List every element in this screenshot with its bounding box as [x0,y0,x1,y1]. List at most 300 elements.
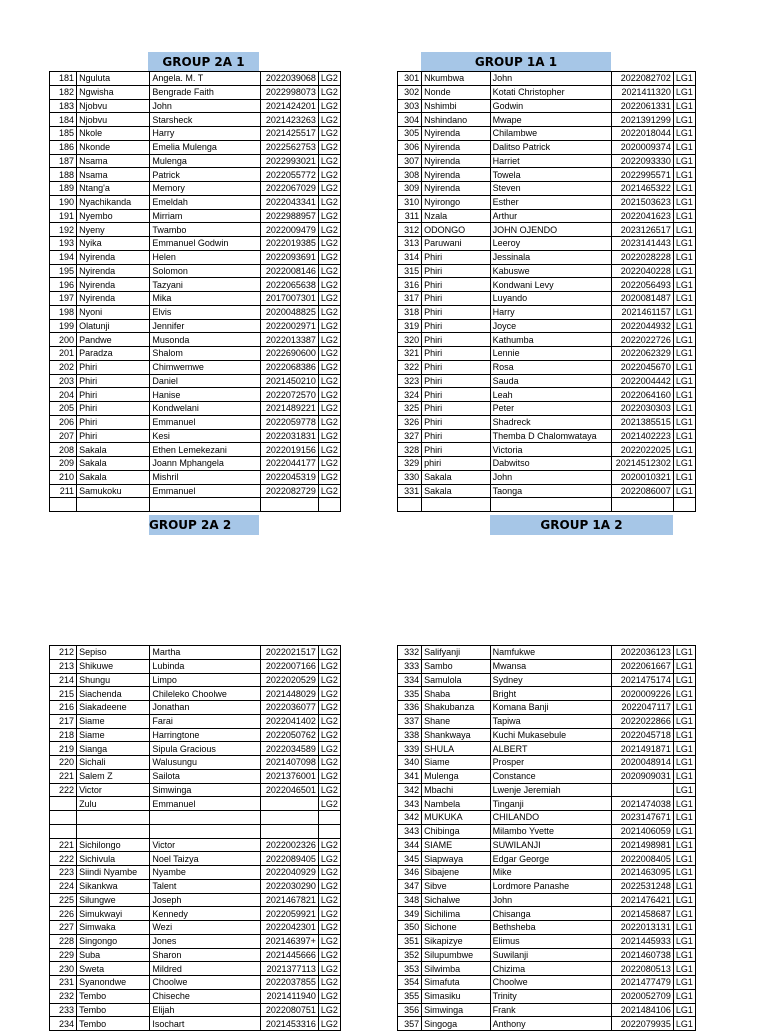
id-number-cell: 2022019385 [260,237,318,251]
group-code-cell: LG2 [318,457,340,471]
table-row [398,305,696,319]
id-number-cell: 2021489221 [260,402,318,416]
surname-cell: Samukoku [77,484,150,498]
surname-cell: Phiri [77,402,150,416]
table-group-1a-2 [397,645,696,1031]
header-group-1a-1: GROUP 1A 1 [421,52,611,72]
row-number-cell: 316 [398,278,422,292]
surname-cell: Chibinga [422,824,490,838]
id-number-cell: 2021423263 [260,113,318,127]
group-code-cell: LG2 [318,989,340,1003]
table-row [398,728,696,742]
row-number-cell: 338 [398,728,422,742]
group-code-cell: LG1 [673,811,695,825]
first-name-cell: Kathumba [490,333,612,347]
table-row [398,264,696,278]
id-number-cell: 2022093330 [612,154,673,168]
row-number-cell: 195 [50,264,77,278]
surname-cell: Olatunji [77,319,150,333]
first-name-cell: Helen [150,250,260,264]
id-number-cell: 2022039068 [260,72,318,86]
id-number-cell: 2022061667 [612,659,673,673]
first-name-cell: Leah [490,388,612,402]
first-name-cell: Limpo [150,673,260,687]
group-code-cell: LG1 [673,195,695,209]
surname-cell: Siame [77,714,150,728]
id-number-cell: 2022065638 [260,278,318,292]
first-name-cell: Harringtone [150,728,260,742]
id-number-cell: 2021377113 [260,962,318,976]
id-number-cell: 2021498981 [612,838,673,852]
first-name-cell: Bright [490,687,612,701]
group-code-cell: LG1 [673,319,695,333]
id-number-cell: 2021484106 [612,1003,673,1017]
surname-cell: Siame [422,756,490,770]
surname-cell: Ntang'a [77,182,150,196]
row-number-cell: 337 [398,714,422,728]
group-code-cell: LG1 [673,921,695,935]
surname-cell: Sichone [422,921,490,935]
table-row [50,168,341,182]
surname-cell: Phiri [422,374,490,388]
surname-cell: Sibve [422,879,490,893]
row-number-cell: 213 [50,659,77,673]
row-number-cell: 323 [398,374,422,388]
id-number-cell: 2022013387 [260,333,318,347]
surname-cell: Nyika [77,237,150,251]
id-number-cell: 2022007166 [260,659,318,673]
surname-cell [77,811,150,825]
first-name-cell: Emmanuel [150,797,260,811]
header-group-2a-1: GROUP 2A 1 [148,52,259,72]
table-row [398,824,696,838]
table-row [398,319,696,333]
row-number-cell: 349 [398,907,422,921]
group-code-cell: LG1 [673,415,695,429]
group-code-cell: LG2 [318,223,340,237]
surname-cell: Sakala [77,470,150,484]
id-number-cell: 2021477479 [612,976,673,990]
surname-cell: Nambela [422,797,490,811]
row-number-cell: 183 [50,99,77,113]
id-number-cell [260,498,318,512]
first-name-cell: Prosper [490,756,612,770]
table-row [398,934,696,948]
row-number-cell: 327 [398,429,422,443]
surname-cell: Sikapizye [422,934,490,948]
table-row [398,237,696,251]
id-number-cell: 2021458687 [612,907,673,921]
table-row [50,264,341,278]
id-number-cell: 2022993021 [260,154,318,168]
id-number-cell: 2022022866 [612,714,673,728]
surname-cell: Nsama [77,154,150,168]
first-name-cell: Luyando [490,292,612,306]
surname-cell: Nyirenda [422,182,490,196]
first-name-cell: Choolwe [150,976,260,990]
row-number-cell: 192 [50,223,77,237]
row-number-cell: 187 [50,154,77,168]
table-row [398,879,696,893]
surname-cell: Zulu [77,797,150,811]
surname-cell: Shankwaya [422,728,490,742]
table-row [398,99,696,113]
first-name-cell: Milambo Yvette [490,824,612,838]
id-number-cell: 2022988957 [260,209,318,223]
id-number-cell: 2021407098 [260,756,318,770]
table-row [50,976,341,990]
id-number-cell: 2022045319 [260,470,318,484]
first-name-cell: Lubinda [150,659,260,673]
first-name-cell: Ethen Lemekezani [150,443,260,457]
group-code-cell: LG1 [673,838,695,852]
id-number-cell: 2021461157 [612,305,673,319]
first-name-cell: Harry [490,305,612,319]
row-number-cell: 336 [398,701,422,715]
first-name-cell: John [150,99,260,113]
table-row [50,154,341,168]
id-number-cell: 2021391299 [612,113,673,127]
first-name-cell [490,498,612,512]
group-code-cell: LG2 [318,659,340,673]
row-number-cell: 304 [398,113,422,127]
row-number-cell: 308 [398,168,422,182]
group-code-cell: LG2 [318,470,340,484]
table-row [398,333,696,347]
table-row [398,195,696,209]
row-number-cell: 335 [398,687,422,701]
surname-cell: Shaba [422,687,490,701]
group-code-cell: LG2 [318,305,340,319]
surname-cell: Suba [77,948,150,962]
surname-cell: Nyirenda [422,127,490,141]
group-code-cell: LG2 [318,347,340,361]
id-number-cell: 2021376001 [260,769,318,783]
group-code-cell: LG2 [318,333,340,347]
first-name-cell: Tazyani [150,278,260,292]
first-name-cell: John [490,893,612,907]
table-row [398,292,696,306]
id-number-cell: 2021402223 [612,429,673,443]
table-row [50,824,341,838]
first-name-cell: Themba D Chalomwataya [490,429,612,443]
first-name-cell: Jessinala [490,250,612,264]
surname-cell: Nshindano [422,113,490,127]
first-name-cell: Emmanuel Godwin [150,237,260,251]
first-name-cell: Emeldah [150,195,260,209]
first-name-cell: Constance [490,769,612,783]
table-row [398,347,696,361]
id-number-cell: 2022040929 [260,866,318,880]
group-code-cell: LG1 [673,728,695,742]
surname-cell: Nguluta [77,72,150,86]
id-number-cell: 2022086007 [612,484,673,498]
group-code-cell: LG1 [673,1017,695,1031]
row-number-cell: 310 [398,195,422,209]
first-name-cell: ALBERT [490,742,612,756]
row-number-cell: 305 [398,127,422,141]
table-row [398,127,696,141]
row-number-cell: 329 [398,457,422,471]
table-row [398,976,696,990]
group-code-cell: LG2 [318,783,340,797]
table-row [398,921,696,935]
id-number-cell: 2021475174 [612,673,673,687]
first-name-cell: Hanise [150,388,260,402]
first-name-cell: Elvis [150,305,260,319]
id-number-cell: 2020009374 [612,140,673,154]
first-name-cell: Memory [150,182,260,196]
table-row [398,388,696,402]
first-name-cell: John [490,470,612,484]
id-number-cell: 2022028228 [612,250,673,264]
row-number-cell: 215 [50,687,77,701]
first-name-cell: Mishril [150,470,260,484]
table-row [50,728,341,742]
row-number-cell: 332 [398,646,422,660]
first-name-cell: Godwin [490,99,612,113]
table-row [50,457,341,471]
table-row [398,140,696,154]
surname-cell: Paruwani [422,237,490,251]
surname-cell: Siindi Nyambe [77,866,150,880]
id-number-cell: 2020009226 [612,687,673,701]
id-number-cell: 2021450210 [260,374,318,388]
group-code-cell: LG1 [673,443,695,457]
table-row [398,470,696,484]
surname-cell: Simukwayi [77,907,150,921]
group-code-cell: LG1 [673,934,695,948]
table-group-2a-2 [49,645,341,1031]
surname-cell: Salem Z [77,769,150,783]
table-row [50,934,341,948]
surname-cell: Siakadeene [77,701,150,715]
group-code-cell: LG2 [318,168,340,182]
table-row [398,852,696,866]
row-number-cell: 232 [50,989,77,1003]
group-code-cell: LG1 [673,769,695,783]
table-row [50,443,341,457]
id-number-cell: 2022690600 [260,347,318,361]
id-number-cell: 2022080513 [612,962,673,976]
first-name-cell: Frank [490,1003,612,1017]
table-row [50,646,341,660]
id-number-cell: 2023126517 [612,223,673,237]
table-row [50,99,341,113]
group-code-cell: LG1 [673,989,695,1003]
surname-cell: Nonde [422,85,490,99]
group-code-cell: LG1 [673,305,695,319]
table-row [50,907,341,921]
first-name-cell: Anthony [490,1017,612,1031]
group-code-cell: LG2 [318,673,340,687]
id-number-cell: 2022531248 [612,879,673,893]
id-number-cell: 2022064160 [612,388,673,402]
table-row [50,140,341,154]
table-row [398,769,696,783]
first-name-cell: Dalitso Patrick [490,140,612,154]
first-name-cell: Angela. M. T [150,72,260,86]
first-name-cell [150,824,260,838]
group-code-cell: LG1 [673,470,695,484]
surname-cell: Shikuwe [77,659,150,673]
row-number-cell: 309 [398,182,422,196]
first-name-cell: Edgar George [490,852,612,866]
id-number-cell: 2022045718 [612,728,673,742]
group-code-cell: LG1 [673,687,695,701]
id-number-cell: 2022031831 [260,429,318,443]
row-number-cell: 182 [50,85,77,99]
first-name-cell: Kotati Christopher [490,85,612,99]
first-name-cell: Chilambwe [490,127,612,141]
id-number-cell [612,498,673,512]
row-number-cell: 200 [50,333,77,347]
id-number-cell: 2022061331 [612,99,673,113]
table-row [398,498,696,512]
surname-cell: Silungwe [77,893,150,907]
id-number-cell: 2022020529 [260,673,318,687]
first-name-cell: Chiseche [150,989,260,1003]
table-row [398,907,696,921]
id-number-cell: 2022013131 [612,921,673,935]
surname-cell: Nyirongo [422,195,490,209]
surname-cell: Salifyanji [422,646,490,660]
first-name-cell: SUWILANJI [490,838,612,852]
group-code-cell: LG2 [318,72,340,86]
group-code-cell: LG2 [318,182,340,196]
group-code-cell: LG2 [318,113,340,127]
row-number-cell: 322 [398,360,422,374]
group-code-cell: LG1 [673,742,695,756]
surname-cell: Nkole [77,127,150,141]
table-row [50,866,341,880]
group-code-cell: LG1 [673,457,695,471]
group-code-cell: LG1 [673,797,695,811]
surname-cell: Sikankwa [77,879,150,893]
row-number-cell: 344 [398,838,422,852]
row-number-cell: 231 [50,976,77,990]
row-number-cell: 229 [50,948,77,962]
row-number-cell: 210 [50,470,77,484]
row-number-cell: 222 [50,852,77,866]
first-name-cell: Daniel [150,374,260,388]
group-code-cell: LG1 [673,140,695,154]
group-code-cell: LG2 [318,921,340,935]
group-code-cell: LG1 [673,209,695,223]
table-row [50,278,341,292]
id-number-cell: 2021474038 [612,797,673,811]
id-number-cell: 2020010321 [612,470,673,484]
id-number-cell: 2022042301 [260,921,318,935]
id-number-cell: 2021424201 [260,99,318,113]
id-number-cell: 2021448029 [260,687,318,701]
row-number-cell: 206 [50,415,77,429]
group-code-cell: LG2 [318,838,340,852]
table-row [398,415,696,429]
first-name-cell: Kennedy [150,907,260,921]
first-name-cell: Trinity [490,989,612,1003]
surname-cell: Simwaka [77,921,150,935]
first-name-cell: Harriet [490,154,612,168]
id-number-cell: 2022044177 [260,457,318,471]
group-code-cell: LG1 [673,113,695,127]
group-code-cell: LG2 [318,866,340,880]
table-row [50,1003,341,1017]
group-code-cell: LG2 [318,797,340,811]
surname-cell: Nyirenda [422,154,490,168]
table-row [50,195,341,209]
table-row [398,182,696,196]
table-row [50,388,341,402]
first-name-cell: Emelia Mulenga [150,140,260,154]
group-code-cell: LG1 [673,264,695,278]
table-row [398,168,696,182]
surname-cell: Phiri [422,388,490,402]
table-row [398,797,696,811]
surname-cell: Nyirenda [77,278,150,292]
first-name-cell: Talent [150,879,260,893]
first-name-cell: Victoria [490,443,612,457]
first-name-cell: Shalom [150,347,260,361]
group-code-cell: LG1 [673,893,695,907]
group-code-cell: LG2 [318,701,340,715]
row-number-cell: 303 [398,99,422,113]
surname-cell: Nyirenda [77,264,150,278]
row-number-cell: 313 [398,237,422,251]
group-code-cell: LG2 [318,402,340,416]
id-number-cell: 2021467821 [260,893,318,907]
first-name-cell: Mulenga [150,154,260,168]
table-row [50,769,341,783]
table-row [50,347,341,361]
table-row [50,223,341,237]
first-name-cell: Lennie [490,347,612,361]
row-number-cell: 201 [50,347,77,361]
group-code-cell: LG2 [318,415,340,429]
surname-cell: Nyirenda [77,292,150,306]
row-number-cell: 306 [398,140,422,154]
first-name-cell: Tapiwa [490,714,612,728]
id-number-cell: 2021445933 [612,934,673,948]
id-number-cell: 2022089405 [260,852,318,866]
group-code-cell: LG1 [673,237,695,251]
group-code-cell: LG1 [673,852,695,866]
surname-cell: Njobvu [77,113,150,127]
surname-cell: Sepiso [77,646,150,660]
id-number-cell: 2022562753 [260,140,318,154]
row-number-cell: 345 [398,852,422,866]
table-row [50,72,341,86]
first-name-cell: Chileleko Choolwe [150,687,260,701]
group-code-cell: LG1 [673,402,695,416]
row-number-cell: 350 [398,921,422,935]
row-number-cell: 342 [398,783,422,797]
first-name-cell: Joseph [150,893,260,907]
surname-cell [77,824,150,838]
surname-cell: Nyembo [77,209,150,223]
surname-cell: Simwinga [422,1003,490,1017]
table-row [398,948,696,962]
id-number-cell: 2022021517 [260,646,318,660]
group-code-cell: LG2 [318,140,340,154]
group-code-cell: LG1 [673,127,695,141]
id-number-cell: 2020048914 [612,756,673,770]
first-name-cell: Suwilanji [490,948,612,962]
surname-cell: Nsama [77,168,150,182]
id-number-cell: 2022059921 [260,907,318,921]
group-code-cell: LG1 [673,168,695,182]
first-name-cell: Elimus [490,934,612,948]
